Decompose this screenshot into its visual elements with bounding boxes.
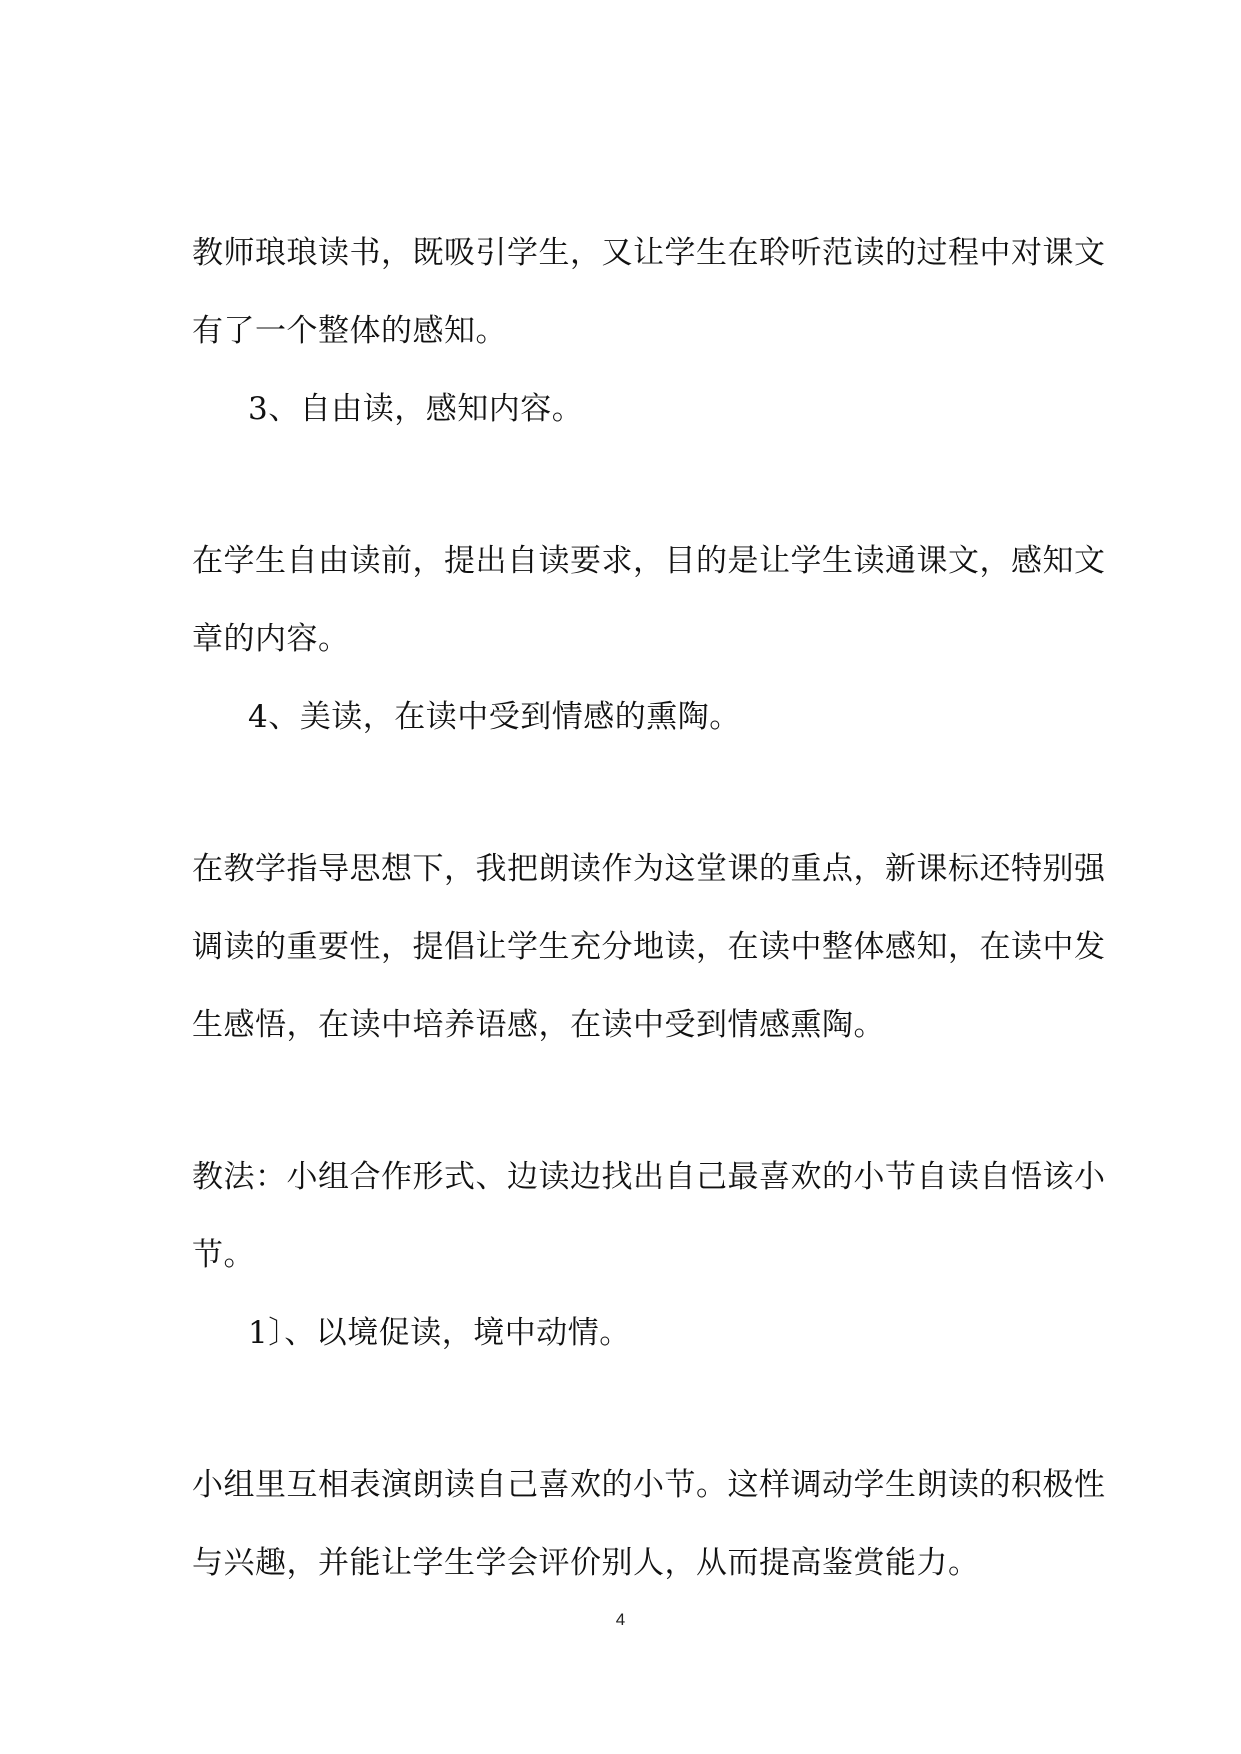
paragraph-line: 与兴趣，并能让学生学会评价别人，从而提高鉴赏能力。 [192, 1545, 980, 1581]
page-number: 4 [615, 1610, 626, 1629]
paragraph-line: 教师琅琅读书，既吸引学生，又让学生在聆听范读的过程中对课文 [192, 235, 1106, 271]
paragraph-line: 节。 [192, 1237, 255, 1273]
section-heading: 3、自由读，感知内容。 [248, 391, 584, 427]
paragraph-line: 在学生自由读前，提出自读要求，目的是让学生读通课文，感知文 [192, 543, 1106, 579]
paragraph-line: 调读的重要性，提倡让学生充分地读，在读中整体感知，在读中发 [192, 929, 1106, 965]
paragraph-line: 小组里互相表演朗读自己喜欢的小节。这样调动学生朗读的积极性 [192, 1467, 1106, 1503]
section-heading: 1〕、以境促读，境中动情。 [248, 1315, 631, 1351]
paragraph-line: 在教学指导思想下，我把朗读作为这堂课的重点，新课标还特别强 [192, 851, 1106, 887]
paragraph-line: 有了一个整体的感知。 [192, 313, 507, 349]
paragraph-line: 教法：小组合作形式、边读边找出自己最喜欢的小节自读自悟该小 [192, 1159, 1106, 1195]
paragraph-line: 章的内容。 [192, 621, 350, 657]
section-heading: 4、美读，在读中受到情感的熏陶。 [248, 699, 741, 735]
paragraph-line: 生感悟，在读中培养语感，在读中受到情感熏陶。 [192, 1007, 885, 1043]
